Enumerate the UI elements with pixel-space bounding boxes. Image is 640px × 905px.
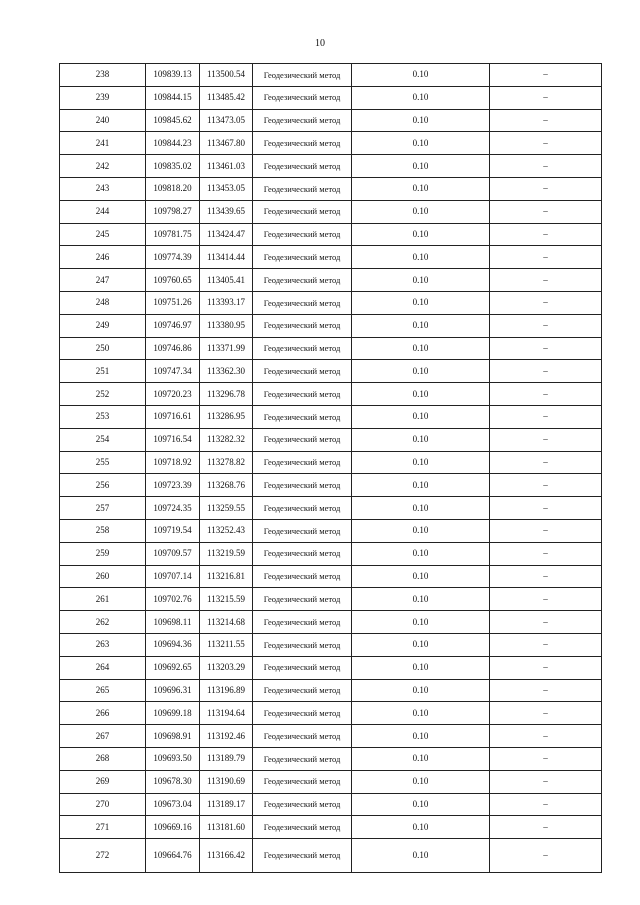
point-number-cell: 265: [60, 679, 146, 702]
y-coordinate-cell: 113181.60: [200, 816, 253, 839]
x-coordinate-cell: 109692.65: [146, 656, 200, 679]
point-number-cell: 248: [60, 291, 146, 314]
method-cell: Геодезический метод: [253, 702, 352, 725]
accuracy-cell: 0.10: [352, 360, 490, 383]
x-coordinate-cell: 109818.20: [146, 177, 200, 200]
point-number-cell: 245: [60, 223, 146, 246]
description-cell: –: [490, 405, 602, 428]
y-coordinate-cell: 113189.79: [200, 747, 253, 770]
y-coordinate-cell: 113219.59: [200, 542, 253, 565]
y-coordinate-cell: 113194.64: [200, 702, 253, 725]
table-row: [60, 109, 602, 132]
description-cell: –: [490, 793, 602, 816]
table-row: [60, 155, 602, 178]
description-cell: –: [490, 451, 602, 474]
accuracy-cell: 0.10: [352, 428, 490, 451]
accuracy-cell: 0.10: [352, 565, 490, 588]
accuracy-cell: 0.10: [352, 200, 490, 223]
accuracy-cell: 0.10: [352, 839, 490, 873]
description-cell: –: [490, 702, 602, 725]
table-row: [60, 383, 602, 406]
point-number-cell: 266: [60, 702, 146, 725]
y-coordinate-cell: 113414.44: [200, 246, 253, 269]
point-number-cell: 262: [60, 611, 146, 634]
table-row: [60, 132, 602, 155]
table-row: [60, 497, 602, 520]
y-coordinate-cell: 113216.81: [200, 565, 253, 588]
y-coordinate-cell: 113166.42: [200, 839, 253, 873]
point-number-cell: 257: [60, 497, 146, 520]
method-cell: Геодезический метод: [253, 291, 352, 314]
y-coordinate-cell: 113485.42: [200, 86, 253, 109]
point-number-cell: 259: [60, 542, 146, 565]
y-coordinate-cell: 113467.80: [200, 132, 253, 155]
accuracy-cell: 0.10: [352, 474, 490, 497]
method-cell: Геодезический метод: [253, 269, 352, 292]
description-cell: –: [490, 542, 602, 565]
description-cell: –: [490, 474, 602, 497]
table-row: [60, 816, 602, 839]
description-cell: –: [490, 223, 602, 246]
point-number-cell: 264: [60, 656, 146, 679]
page-number: 10: [315, 38, 325, 49]
point-number-cell: 268: [60, 747, 146, 770]
table-row: [60, 770, 602, 793]
accuracy-cell: 0.10: [352, 542, 490, 565]
method-cell: Геодезический метод: [253, 132, 352, 155]
x-coordinate-cell: 109678.30: [146, 770, 200, 793]
table-row: [60, 474, 602, 497]
table-row: [60, 405, 602, 428]
y-coordinate-cell: 113192.46: [200, 725, 253, 748]
accuracy-cell: 0.10: [352, 132, 490, 155]
description-cell: –: [490, 428, 602, 451]
method-cell: Геодезический метод: [253, 793, 352, 816]
point-number-cell: 261: [60, 588, 146, 611]
point-number-cell: 271: [60, 816, 146, 839]
y-coordinate-cell: 113211.55: [200, 633, 253, 656]
x-coordinate-cell: 109707.14: [146, 565, 200, 588]
description-cell: –: [490, 291, 602, 314]
method-cell: Геодезический метод: [253, 770, 352, 793]
accuracy-cell: 0.10: [352, 269, 490, 292]
table-row: [60, 451, 602, 474]
y-coordinate-cell: 113473.05: [200, 109, 253, 132]
x-coordinate-cell: 109719.54: [146, 519, 200, 542]
method-cell: Геодезический метод: [253, 155, 352, 178]
method-cell: Геодезический метод: [253, 383, 352, 406]
y-coordinate-cell: 113215.59: [200, 588, 253, 611]
method-cell: Геодезический метод: [253, 200, 352, 223]
description-cell: –: [490, 200, 602, 223]
x-coordinate-cell: 109698.91: [146, 725, 200, 748]
method-cell: Геодезический метод: [253, 223, 352, 246]
point-number-cell: 263: [60, 633, 146, 656]
method-cell: Геодезический метод: [253, 337, 352, 360]
accuracy-cell: 0.10: [352, 611, 490, 634]
method-cell: Геодезический метод: [253, 474, 352, 497]
x-coordinate-cell: 109664.76: [146, 839, 200, 873]
x-coordinate-cell: 109724.35: [146, 497, 200, 520]
x-coordinate-cell: 109844.23: [146, 132, 200, 155]
point-number-cell: 258: [60, 519, 146, 542]
description-cell: –: [490, 656, 602, 679]
method-cell: Геодезический метод: [253, 314, 352, 337]
table-row: [60, 314, 602, 337]
x-coordinate-cell: 109844.15: [146, 86, 200, 109]
y-coordinate-cell: 113286.95: [200, 405, 253, 428]
table-row: [60, 519, 602, 542]
table-row: [60, 542, 602, 565]
table-row: [60, 793, 602, 816]
x-coordinate-cell: 109835.02: [146, 155, 200, 178]
x-coordinate-cell: 109746.97: [146, 314, 200, 337]
description-cell: –: [490, 64, 602, 87]
method-cell: Геодезический метод: [253, 725, 352, 748]
accuracy-cell: 0.10: [352, 747, 490, 770]
point-number-cell: 243: [60, 177, 146, 200]
x-coordinate-cell: 109747.34: [146, 360, 200, 383]
table-row: [60, 588, 602, 611]
method-cell: Геодезический метод: [253, 519, 352, 542]
method-cell: Геодезический метод: [253, 839, 352, 873]
method-cell: Геодезический метод: [253, 109, 352, 132]
table-row: [60, 565, 602, 588]
accuracy-cell: 0.10: [352, 291, 490, 314]
description-cell: –: [490, 109, 602, 132]
x-coordinate-cell: 109723.39: [146, 474, 200, 497]
point-number-cell: 246: [60, 246, 146, 269]
table-row: [60, 656, 602, 679]
accuracy-cell: 0.10: [352, 383, 490, 406]
table-row: [60, 291, 602, 314]
table-row: [60, 177, 602, 200]
x-coordinate-cell: 109709.57: [146, 542, 200, 565]
method-cell: Геодезический метод: [253, 656, 352, 679]
point-number-cell: 238: [60, 64, 146, 87]
x-coordinate-cell: 109699.18: [146, 702, 200, 725]
method-cell: Геодезический метод: [253, 565, 352, 588]
point-number-cell: 250: [60, 337, 146, 360]
x-coordinate-cell: 109720.23: [146, 383, 200, 406]
y-coordinate-cell: 113214.68: [200, 611, 253, 634]
y-coordinate-cell: 113380.95: [200, 314, 253, 337]
y-coordinate-cell: 113362.30: [200, 360, 253, 383]
description-cell: –: [490, 337, 602, 360]
accuracy-cell: 0.10: [352, 109, 490, 132]
table-row: [60, 839, 602, 873]
y-coordinate-cell: 113259.55: [200, 497, 253, 520]
method-cell: Геодезический метод: [253, 405, 352, 428]
description-cell: –: [490, 132, 602, 155]
table-row: [60, 702, 602, 725]
y-coordinate-cell: 113393.17: [200, 291, 253, 314]
description-cell: –: [490, 679, 602, 702]
method-cell: Геодезический метод: [253, 588, 352, 611]
table-row: [60, 269, 602, 292]
point-number-cell: 254: [60, 428, 146, 451]
accuracy-cell: 0.10: [352, 679, 490, 702]
description-cell: –: [490, 816, 602, 839]
accuracy-cell: 0.10: [352, 633, 490, 656]
method-cell: Геодезический метод: [253, 246, 352, 269]
x-coordinate-cell: 109698.11: [146, 611, 200, 634]
x-coordinate-cell: 109760.65: [146, 269, 200, 292]
y-coordinate-cell: 113424.47: [200, 223, 253, 246]
method-cell: Геодезический метод: [253, 177, 352, 200]
method-cell: Геодезический метод: [253, 816, 352, 839]
point-number-cell: 247: [60, 269, 146, 292]
point-number-cell: 249: [60, 314, 146, 337]
y-coordinate-cell: 113189.17: [200, 793, 253, 816]
x-coordinate-cell: 109669.16: [146, 816, 200, 839]
method-cell: Геодезический метод: [253, 679, 352, 702]
description-cell: –: [490, 360, 602, 383]
point-number-cell: 241: [60, 132, 146, 155]
method-cell: Геодезический метод: [253, 633, 352, 656]
y-coordinate-cell: 113405.41: [200, 269, 253, 292]
y-coordinate-cell: 113268.76: [200, 474, 253, 497]
accuracy-cell: 0.10: [352, 86, 490, 109]
description-cell: –: [490, 519, 602, 542]
x-coordinate-cell: 109673.04: [146, 793, 200, 816]
accuracy-cell: 0.10: [352, 793, 490, 816]
description-cell: –: [490, 86, 602, 109]
description-cell: –: [490, 155, 602, 178]
table-row: [60, 246, 602, 269]
x-coordinate-cell: 109781.75: [146, 223, 200, 246]
coordinates-table-body: [60, 64, 602, 873]
point-number-cell: 269: [60, 770, 146, 793]
y-coordinate-cell: 113278.82: [200, 451, 253, 474]
point-number-cell: 255: [60, 451, 146, 474]
table-row: [60, 679, 602, 702]
y-coordinate-cell: 113282.32: [200, 428, 253, 451]
x-coordinate-cell: 109774.39: [146, 246, 200, 269]
point-number-cell: 256: [60, 474, 146, 497]
x-coordinate-cell: 109839.13: [146, 64, 200, 87]
accuracy-cell: 0.10: [352, 405, 490, 428]
method-cell: Геодезический метод: [253, 542, 352, 565]
table-row: [60, 200, 602, 223]
method-cell: Геодезический метод: [253, 64, 352, 87]
x-coordinate-cell: 109716.61: [146, 405, 200, 428]
accuracy-cell: 0.10: [352, 702, 490, 725]
x-coordinate-cell: 109694.36: [146, 633, 200, 656]
accuracy-cell: 0.10: [352, 451, 490, 474]
method-cell: Геодезический метод: [253, 451, 352, 474]
table-row: [60, 611, 602, 634]
coordinates-table: [59, 63, 602, 873]
point-number-cell: 242: [60, 155, 146, 178]
table-row: [60, 86, 602, 109]
x-coordinate-cell: 109798.27: [146, 200, 200, 223]
accuracy-cell: 0.10: [352, 770, 490, 793]
y-coordinate-cell: 113453.05: [200, 177, 253, 200]
method-cell: Геодезический метод: [253, 497, 352, 520]
description-cell: –: [490, 246, 602, 269]
description-cell: –: [490, 770, 602, 793]
y-coordinate-cell: 113439.65: [200, 200, 253, 223]
method-cell: Геодезический метод: [253, 428, 352, 451]
x-coordinate-cell: 109751.26: [146, 291, 200, 314]
accuracy-cell: 0.10: [352, 314, 490, 337]
description-cell: –: [490, 633, 602, 656]
accuracy-cell: 0.10: [352, 177, 490, 200]
accuracy-cell: 0.10: [352, 223, 490, 246]
x-coordinate-cell: 109716.54: [146, 428, 200, 451]
point-number-cell: 252: [60, 383, 146, 406]
method-cell: Геодезический метод: [253, 747, 352, 770]
y-coordinate-cell: 113461.03: [200, 155, 253, 178]
x-coordinate-cell: 109693.50: [146, 747, 200, 770]
description-cell: –: [490, 588, 602, 611]
y-coordinate-cell: 113203.29: [200, 656, 253, 679]
x-coordinate-cell: 109746.86: [146, 337, 200, 360]
point-number-cell: 240: [60, 109, 146, 132]
x-coordinate-cell: 109845.62: [146, 109, 200, 132]
table-row: [60, 337, 602, 360]
description-cell: –: [490, 725, 602, 748]
description-cell: –: [490, 177, 602, 200]
x-coordinate-cell: 109718.92: [146, 451, 200, 474]
method-cell: Геодезический метод: [253, 360, 352, 383]
table-row: [60, 223, 602, 246]
accuracy-cell: 0.10: [352, 155, 490, 178]
accuracy-cell: 0.10: [352, 725, 490, 748]
table-row: [60, 428, 602, 451]
table-row: [60, 360, 602, 383]
description-cell: –: [490, 839, 602, 873]
y-coordinate-cell: 113196.89: [200, 679, 253, 702]
point-number-cell: 272: [60, 839, 146, 873]
accuracy-cell: 0.10: [352, 588, 490, 611]
y-coordinate-cell: 113500.54: [200, 64, 253, 87]
accuracy-cell: 0.10: [352, 64, 490, 87]
y-coordinate-cell: 113190.69: [200, 770, 253, 793]
description-cell: –: [490, 497, 602, 520]
y-coordinate-cell: 113371.99: [200, 337, 253, 360]
description-cell: –: [490, 611, 602, 634]
table-row: [60, 64, 602, 87]
description-cell: –: [490, 747, 602, 770]
table-row: [60, 725, 602, 748]
point-number-cell: 239: [60, 86, 146, 109]
accuracy-cell: 0.10: [352, 497, 490, 520]
accuracy-cell: 0.10: [352, 246, 490, 269]
description-cell: –: [490, 565, 602, 588]
accuracy-cell: 0.10: [352, 337, 490, 360]
accuracy-cell: 0.10: [352, 519, 490, 542]
x-coordinate-cell: 109696.31: [146, 679, 200, 702]
point-number-cell: 270: [60, 793, 146, 816]
point-number-cell: 244: [60, 200, 146, 223]
table-row: [60, 747, 602, 770]
y-coordinate-cell: 113296.78: [200, 383, 253, 406]
point-number-cell: 251: [60, 360, 146, 383]
accuracy-cell: 0.10: [352, 656, 490, 679]
description-cell: –: [490, 314, 602, 337]
accuracy-cell: 0.10: [352, 816, 490, 839]
table-row: [60, 633, 602, 656]
point-number-cell: 260: [60, 565, 146, 588]
point-number-cell: 267: [60, 725, 146, 748]
description-cell: –: [490, 269, 602, 292]
description-cell: –: [490, 383, 602, 406]
method-cell: Геодезический метод: [253, 611, 352, 634]
x-coordinate-cell: 109702.76: [146, 588, 200, 611]
method-cell: Геодезический метод: [253, 86, 352, 109]
y-coordinate-cell: 113252.43: [200, 519, 253, 542]
point-number-cell: 253: [60, 405, 146, 428]
